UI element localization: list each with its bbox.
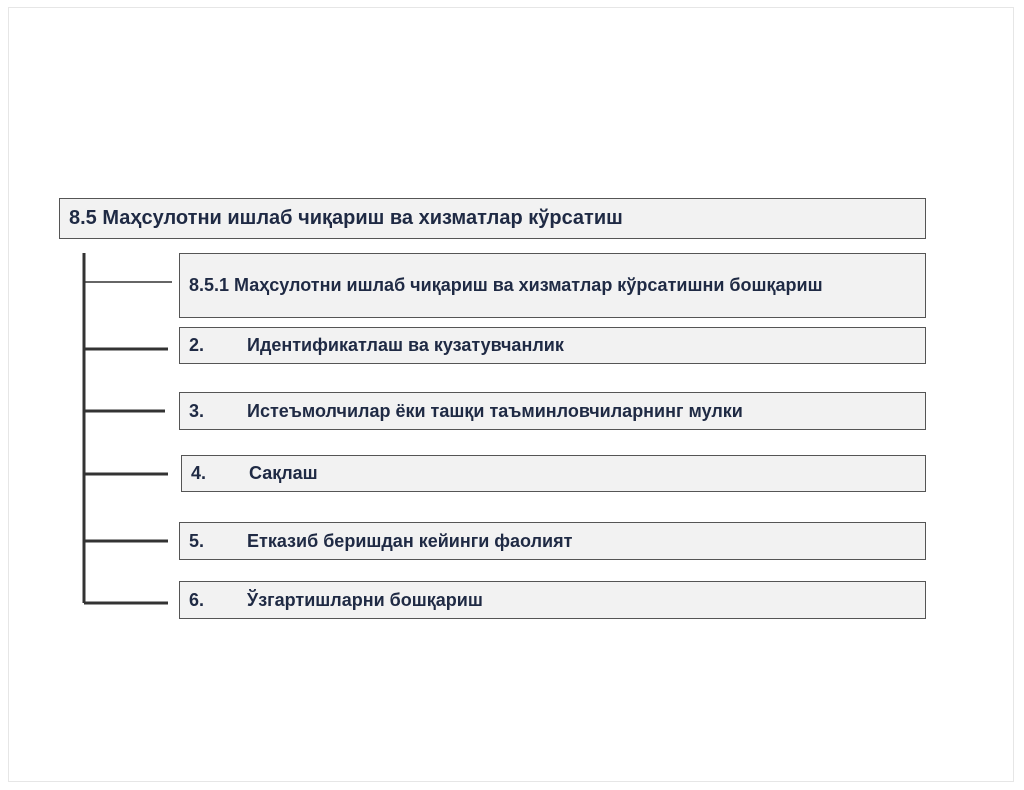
main-title-text: 8.5 Маҳсулотни ишлаб чиқариш ва хизматлар кўрсатиш — [69, 207, 623, 229]
list-item-2 — [179, 327, 926, 364]
subsection-text: 8.5.1 Маҳсулотни ишлаб чиқариш ва хизматлар кўрсатишни бошқариш — [189, 275, 823, 295]
item-number: 4. — [191, 463, 207, 483]
item-number: 2. — [189, 335, 205, 355]
item-text: Етказиб беришдан кейинги фаолият — [247, 530, 573, 551]
item-number: 6. — [189, 589, 205, 610]
item-number: 3. — [189, 400, 205, 421]
list-item-4 — [181, 455, 926, 492]
item-text: Ўзгартишларни бошқариш — [247, 589, 483, 610]
list-item-5 — [179, 522, 926, 560]
item-number: 5. — [189, 530, 205, 551]
item-text: Идентификатлаш ва кузатувчанлик — [247, 335, 564, 355]
list-item-3 — [179, 392, 926, 430]
subsection-box — [179, 253, 926, 318]
item-text: Сақлаш — [249, 463, 318, 483]
list-item-6 — [179, 581, 926, 619]
main-title-box — [59, 198, 926, 239]
item-text: Истеъмолчилар ёки ташқи таъминловчиларнинг мулки — [247, 400, 743, 421]
